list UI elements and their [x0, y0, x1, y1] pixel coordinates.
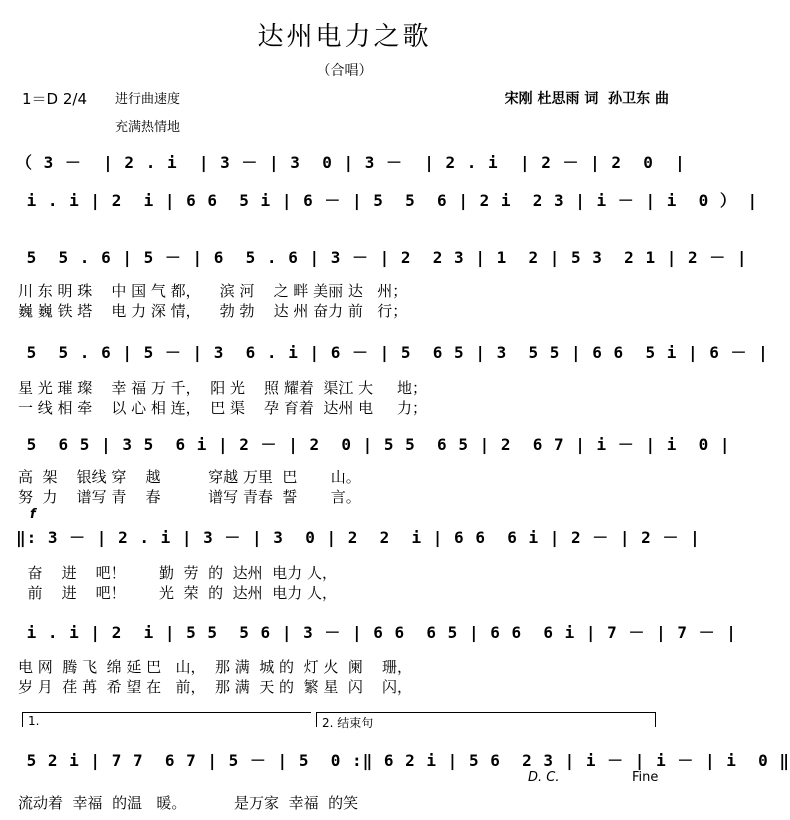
volta-bracket-1 [22, 712, 311, 727]
notation-line-7: i . i | 2 i | 5 5 5 6 | 3 － | 6 6 6 5 | 6 6 6 i | 7 － | 7 － | [16, 623, 737, 642]
lyric-verse1-line-4: 星 光 璀 璨 幸 福 万 千， 阳 光 照 耀着 渠江 大 地； [18, 379, 427, 397]
notation-line-1: （ 3 － | 2 . i | 3 － | 3 0 | 3 － | 2 . i | 2 － | 2 0 | [16, 153, 686, 172]
credits: 宋刚 杜思雨 词 孙卫东 曲 [504, 91, 669, 107]
lyric-line-8: 流动着 幸福 的温 暖。 是万家 幸福 的笑 [18, 794, 359, 812]
subtitle: （合唱） [316, 63, 373, 79]
notation-line-4: 5 5 . 6 | 5 － | 3 6 . i | 6 － | 5 6 5 | 3 5 5 | 6 6 5 i | 6 － | [16, 343, 769, 362]
volta-label-2: 2. 结束句 [322, 716, 374, 730]
dynamic-marking: f [30, 507, 36, 522]
notation-line-6: ‖: 3 － | 2 . i | 3 － | 3 0 | 2 2 i | 6 6 6 i | 2 － | 2 － | [16, 528, 701, 547]
lyric-verse1-line-3: 川 东 明 珠 中 国 气 都， 滨 河 之 畔 美丽 达 州； [18, 282, 408, 300]
notation-line-3: 5 5 . 6 | 5 － | 6 5 . 6 | 3 － | 2 2 3 | 1 2 | 5 3 2 1 | 2 － | [16, 248, 748, 267]
lyric-verse2-line-6: 前 进 吧！ 光 荣 的 达州 电力 人， [18, 584, 337, 602]
notation-line-2: i . i | 2 i | 6 6 5 i | 6 － | 5 5 6 | 2 i 2 3 | i － | i 0 ） | [16, 191, 759, 210]
lyric-verse2-line-4: 一 线 相 牵 以 心 相 连， 巴 渠 孕 育着 达州 电 力； [18, 399, 427, 417]
key-signature: 1＝D 2/4 [22, 90, 88, 108]
tempo-marking: 进行曲速度 [115, 92, 181, 107]
lyric-verse2-line-3: 巍 巍 铁 塔 电 力 深 情， 勃 勃 达 州 奋力 前 行； [18, 302, 408, 320]
lyric-verse2-line-7: 岁 月 荏 苒 希 望 在 前， 那 满 天 的 繁 星 闪 闪， [18, 678, 412, 696]
lyric-verse1-line-7: 电 网 腾 飞 绵 延 巴 山， 那 满 城 的 灯 火 阑 珊， [18, 658, 412, 676]
fine-marking: Fine [632, 770, 659, 785]
volta-label-1: 1. [28, 714, 40, 728]
lyric-verse1-line-6: 奋 进 吧！ 勤 劳 的 达州 电力 人， [18, 564, 337, 582]
notation-line-5: 5 6 5 | 3 5 6 i | 2 － | 2 0 | 5 5 6 5 | 2 6 7 | i － | i 0 | [16, 435, 731, 454]
lyric-verse1-line-5: 高 架 银线 穿 越 穿越 万里 巴 山。 [18, 468, 361, 486]
expression-marking: 充满热情地 [115, 120, 181, 135]
page-title: 达州电力之歌 [257, 22, 432, 52]
dc-marking: D. C. [528, 770, 560, 785]
notation-line-8: 5 2 i | 7 7 6 7 | 5 － | 5 0 :‖ 6 2 i | 5 6 2 3 | i － | i － | i 0 ‖ [16, 751, 790, 770]
lyric-verse2-line-5: 努 力 谱写 青 春 谱写 青春 誓 言。 [18, 488, 361, 506]
